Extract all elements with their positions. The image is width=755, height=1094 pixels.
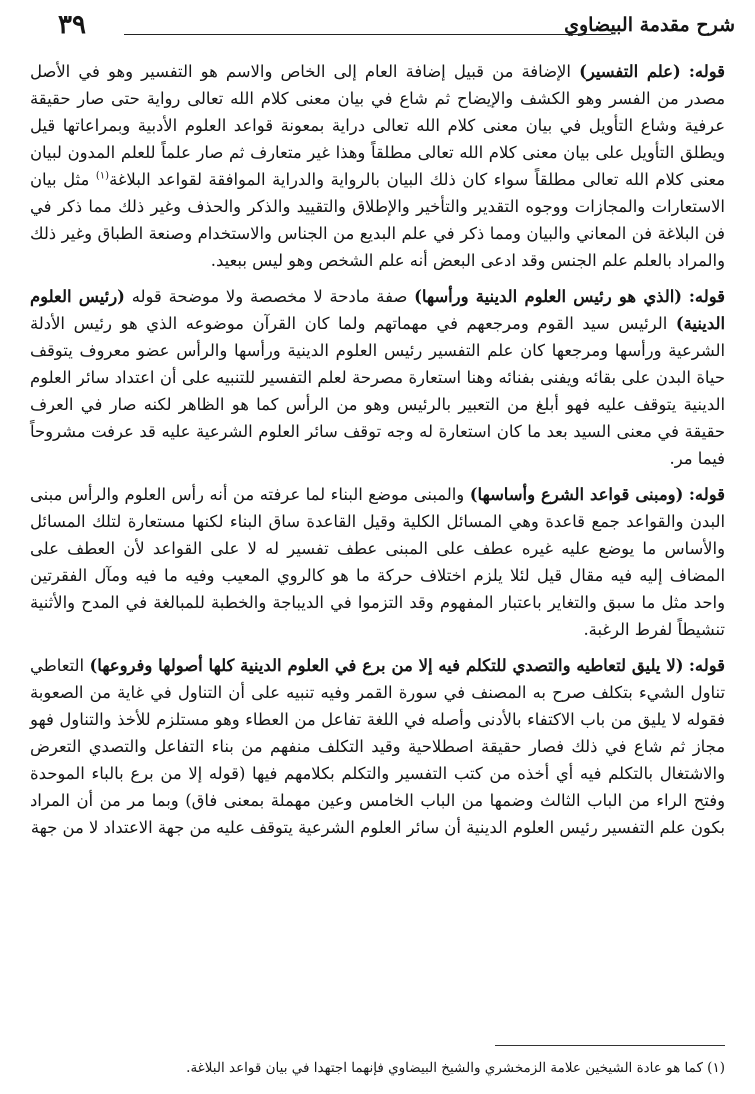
running-header <box>58 12 735 46</box>
paragraph-text: التعاطي تناول الشيء بتكلف صرح به المصنف في سورة القمر وفيه تنبيه على أن التناول في غاية من الصعوبة فقوله لا يليق من باب الاكتفاء بالأدنى وأصله في اللغة تفاعل من العطاء وهو مستلزم للأخذ والتناول فهو مجاز ثم شاع في ذلك فصار حقيقة اصطلاحية وقيد التكلف منفهم من بناء التفاعل والتصدي التعرض والاشتغال بالتكلم فيه أي أخذه من كتب التفسير والتكلم بكلامهم فيها (قوله إلا من برع بالباء الموحدة وفتح الراء من الباب الثالث وضمها من الباب الخامس وعين مهملة بمعنى فاق) وبما مر من أن المراد بكون علم التفسير رئيس العلوم الدينية أن سائر العلوم الشرعية يتوقف عليه من جهة الاعتداد لا من جهة <box>30 656 725 837</box>
footnotes <box>30 1045 725 1078</box>
qawl-label: قوله: <box>688 287 726 306</box>
qawl-label: قوله: <box>688 62 725 81</box>
footnote-marker: (١) <box>707 1060 725 1076</box>
commentary-paragraph <box>30 283 725 472</box>
main-text <box>30 58 725 850</box>
quoted-phrase: (لا يليق لتعاطيه والتصدي للتكلم فيه إلا من برع في العلوم الدينية كلها أصولها وفروعها) <box>89 656 684 675</box>
footnote-rule <box>495 1045 725 1046</box>
paragraph-text: صفة مادحة لا مخصصة ولا موضحة قوله <box>131 287 408 306</box>
commentary-paragraph <box>30 652 725 841</box>
paragraph-text: الإضافة من قبيل إضافة العام إلى الخاص والاسم هو التفسير وهو في الأصل مصدر من الفسر وهو الكشف والإيضاح ثم شاع في بيان معنى كلام الله تعالى رواية حتى صار حقيقة عرفية وشاع التأويل في بيان معنى كلام الله تعالى دراية بمعونة قواعد العلوم الأدبية وبمراعاتها قيل ويطلق التأويل على بيان معنى كلام الله تعالى مطلقاً وهذا غير متعارف ثم صار علماً للعلم المدون لبيان معنى كلام الله تعالى مطلقاً سواء كان ذلك البيان بالرواية والدراية الموافقة لقواعد البلاغة <box>30 62 726 189</box>
footnote-text: كما هو عادة الشيخين علامة الزمخشري والشيخ البيضاوي فإنهما اجتهدا في بيان قواعد البلاغة. <box>186 1060 703 1076</box>
footnote <box>30 1058 725 1078</box>
quoted-phrase: (الذي هو رئيس العلوم الدينية ورأسها) <box>414 287 683 306</box>
qawl-label: قوله: <box>688 656 725 675</box>
paragraph-text: والمبنى موضع البناء لما عرفته من أنه رأس العلوم والرأس مبنى البدن والقواعد جمع قاعدة وهي المسائل الكلية وقيل القاعدة ساق البناء لكنها مستعارة لتلك المسائل والأساس ما يوضع عليه غيره عطف على المبنى عطف تفسير له لا على القواعد لأن العطف على المضاف إليه فيه مقال قيل لئلا يلزم اختلاف حركة ما هو كالروي المعيب وفيه ما فيه ومآل الفقرتين واحد مثل ما سبق والتغاير باعتبار المفهوم وقد التزموا في الديباجة والخطبة للمبالغة في المدح والأثنية تنشيطاً لفرط الرغبة. <box>30 485 725 639</box>
qawl-label: قوله: <box>688 485 725 504</box>
quoted-phrase: (علم التفسير) <box>579 62 681 81</box>
paragraph-text: مثل بيان الاستعارات والمجازات ووجوه التقدير والتأخير والإطلاق والتقييد والذكر والحذف وغير ذلك مما ذكر في فن البلاغة فن المعاني والبيان ومما ذكر في علم البديع من الجناس والاستخدام وصنعة الطباق وغير ذلك والمراد بالعلم علم الجنس وقد ادعى البعض أنه علم الشخص وهو ليس ببعيد. <box>30 170 725 270</box>
footnote-reference: (١) <box>95 170 110 182</box>
running-title: شرح مقدمة البيضاوي <box>564 14 735 36</box>
page-number: ٣٩ <box>58 10 86 40</box>
quoted-phrase: (رئيس العلوم الدينية) <box>30 287 725 333</box>
commentary-paragraph <box>30 481 725 643</box>
paragraph-text: الرئيس سيد القوم ومرجعهم في مهماتهم ولما كان القرآن موضوعه الذي هو رئيس الأدلة الشرعية ورأسها ومرجعها كان علم التفسير رئيس العلوم الدينية ورأسها والرأس عضو معروف يتوقف حياة البدن على بقائه ويفنى بفنائه وهنا استعارة مصرحة لعلم التفسير للتنبيه على أن اعتداد سائر العلوم الدينية يتوقف عليه فهو أبلغ من التعبير بالرئيس وهو من الرأس كما هو الظاهر لكنه صار في العرف حقيقة في معنى السيد بعد ما كان استعارة له وجه توقف سائر العلوم الشرعية عليه قد عرفت مشروحاً فيما مر. <box>30 314 725 468</box>
commentary-paragraph <box>30 58 725 274</box>
quoted-phrase: (ومبنى قواعد الشرع وأساسها) <box>469 485 684 504</box>
header-rule <box>124 34 611 35</box>
